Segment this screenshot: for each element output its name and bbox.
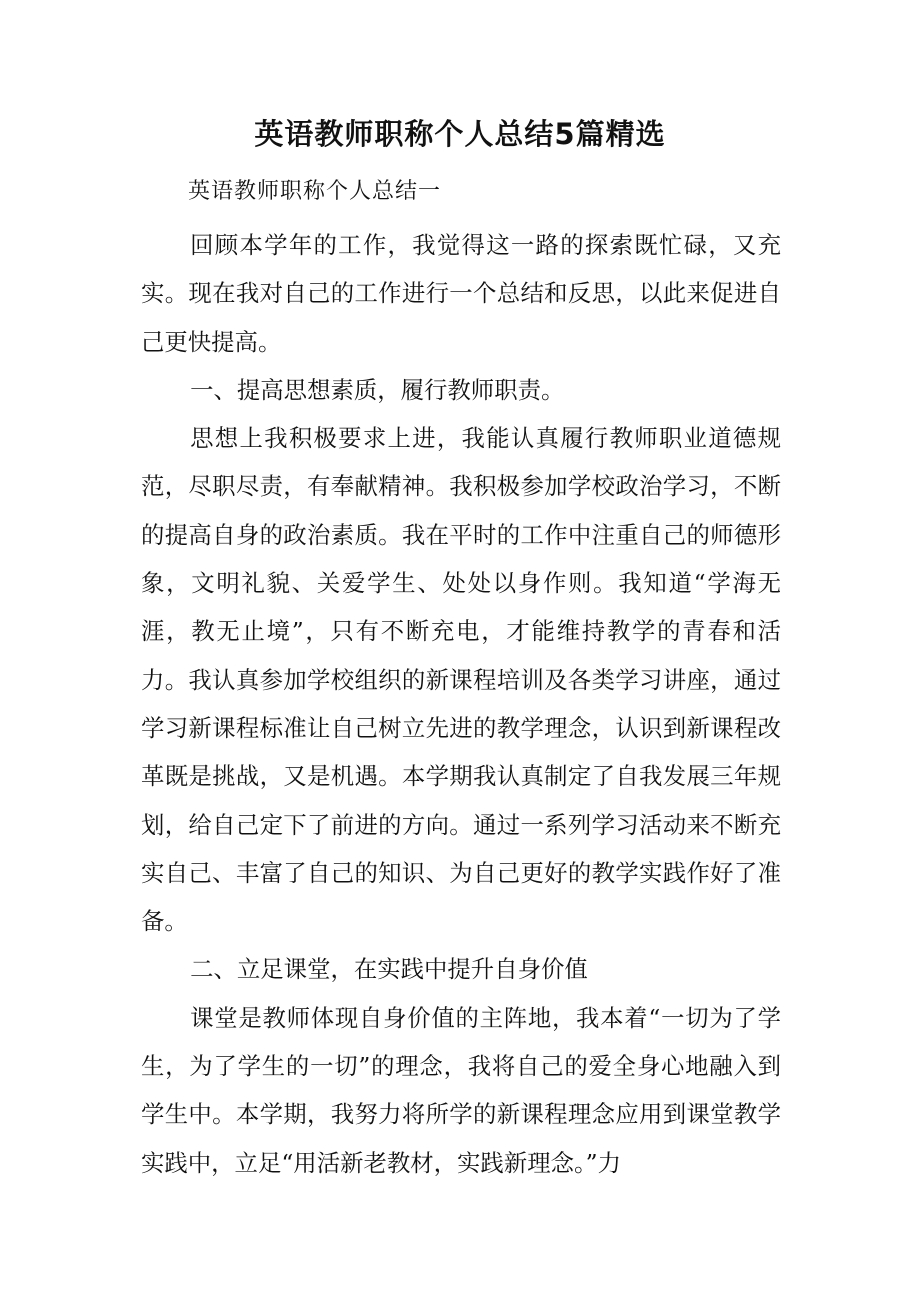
paragraph-section-2: 课堂是教师体现自身价值的主阵地，我本着“一切为了学生，为了学生的一切”的理念，我将自己的爱全身心地融入到学生中。本学期，我努力将所学的新课程理念应用到课堂教学实践中，立足“用活新老教材，实践新理念。”力 (141, 1003, 781, 1177)
paragraph-intro: 回顾本学年的工作，我觉得这一路的探索既忙碌，又充实。现在我对自己的工作进行一个总结和反思，以此来促进自己更快提高。 (141, 231, 781, 356)
document-title: 英语教师职称个人总结5篇精选 (254, 117, 666, 151)
paragraph-section-1: 思想上我积极要求上进，我能认真履行教师职业道德规范，尽职尽责，有奉献精神。我积极参加学校政治学习，不断的提高自身的政治素质。我在平时的工作中注重自己的师德形象，文明礼貌、关爱学生、处处以身作则。我知道“学海无涯，教无止境”，只有不断充电，才能维持教学的青春和活力。我认真参加学校组织的新课程培训及各类学习讲座，通过学习新课程标准让自己树立先进的教学理念，认识到新课程改革既是挑战，又是机遇。本学期我认真制定了自我发展三年规划，给自己定下了前进的方向。通过一系列学习活动来不断充实自己、丰富了自己的知识、为自己更好的教学实践作好了准备。 (141, 424, 781, 936)
section-heading-1: 一、提高思想素质，履行教师职责。 (190, 375, 565, 404)
document-body (141, 221, 781, 1187)
section-subtitle: 英语教师职称个人总结一 (188, 179, 442, 204)
section-heading-2: 二、立足课堂，在实践中提升自身价值 (190, 955, 588, 984)
